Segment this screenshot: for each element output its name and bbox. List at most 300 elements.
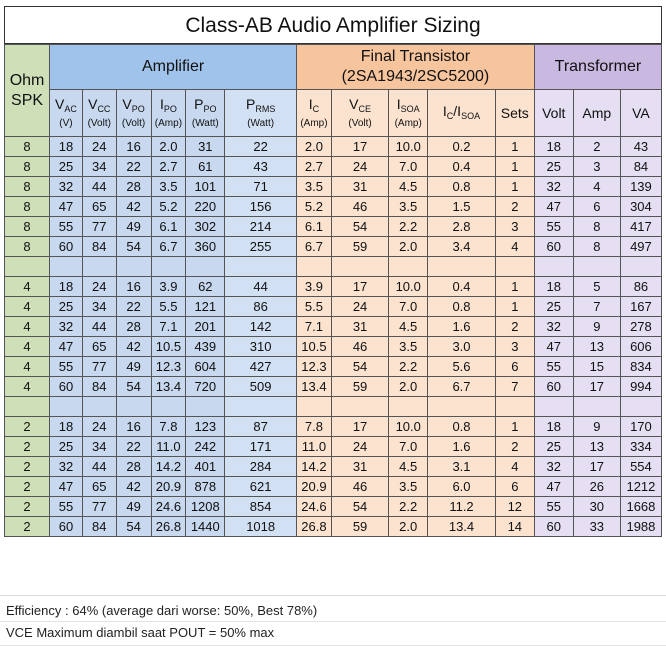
spacer-cell	[82, 397, 116, 417]
table-cell: 55	[50, 497, 83, 517]
table-cell: 14	[495, 517, 534, 537]
table-cell: 12	[495, 497, 534, 517]
table-cell: 4	[5, 337, 50, 357]
table-cell: 44	[82, 317, 116, 337]
table-cell: 14.2	[151, 457, 186, 477]
table-cell: 24	[82, 277, 116, 297]
table-cell: 2.2	[389, 497, 428, 517]
table-cell: 8	[5, 237, 50, 257]
table-cell: 8	[5, 217, 50, 237]
table-cell: 13.4	[297, 377, 332, 397]
table-cell: 25	[534, 437, 573, 457]
table-cell: 101	[186, 177, 225, 197]
table-cell: 44	[82, 177, 116, 197]
table-cell: 44	[82, 457, 116, 477]
column-header-row	[5, 90, 662, 137]
table-cell: 54	[331, 497, 388, 517]
table-cell: 8	[5, 177, 50, 197]
col-volt: Volt	[534, 90, 573, 137]
table-cell: 3.5	[389, 477, 428, 497]
table-cell: 7.1	[297, 317, 332, 337]
table-cell: 32	[50, 177, 83, 197]
table-cell: 0.4	[428, 157, 496, 177]
ohm-spk-header	[5, 45, 50, 137]
table-cell: 47	[50, 477, 83, 497]
spacer-row	[5, 257, 662, 277]
table-cell: 22	[225, 137, 297, 157]
table-cell: 47	[50, 337, 83, 357]
table-cell: 10.0	[389, 277, 428, 297]
transistor-part-label: (2SA1943/2SC5200)	[341, 68, 490, 85]
spacer-cell	[331, 257, 388, 277]
table-cell: 284	[225, 457, 297, 477]
table-cell: 8	[5, 137, 50, 157]
table-cell: 1.6	[428, 437, 496, 457]
table-cell: 1	[495, 137, 534, 157]
col-ipo: $I_{PO}$ (Amp)	[151, 90, 186, 137]
table-cell: 18	[50, 417, 83, 437]
table-cell: 32	[50, 317, 83, 337]
table-cell: 11.2	[428, 497, 496, 517]
table-cell: 3.5	[389, 337, 428, 357]
group-header-row	[5, 45, 662, 90]
table-cell: 26	[573, 477, 620, 497]
table-cell: 7.8	[151, 417, 186, 437]
table-cell: 7.8	[297, 417, 332, 437]
spacer-cell	[50, 397, 83, 417]
notes	[6, 600, 317, 644]
spacer-cell	[331, 397, 388, 417]
table-cell: 6	[495, 477, 534, 497]
table-cell: 77	[82, 497, 116, 517]
table-cell: 4.5	[389, 317, 428, 337]
table-cell: 5	[573, 277, 620, 297]
table-cell: 17	[331, 277, 388, 297]
table-cell: 11.0	[297, 437, 332, 457]
table-cell: 170	[620, 417, 661, 437]
table-cell: 18	[50, 137, 83, 157]
table-cell: 1212	[620, 477, 661, 497]
table-cell: 86	[225, 297, 297, 317]
table-cell: 304	[620, 197, 661, 217]
table-cell: 6	[573, 197, 620, 217]
col-ic-isoa-ratio: $I_C/I_{SOA}$	[428, 90, 496, 137]
table-cell: 17	[331, 417, 388, 437]
table-cell: 5.2	[297, 197, 332, 217]
table-cell: 3.5	[151, 177, 186, 197]
table-cell: 20.9	[297, 477, 332, 497]
table-cell: 18	[534, 417, 573, 437]
table-cell: 2.7	[151, 157, 186, 177]
table-cell: 26.8	[151, 517, 186, 537]
table-cell: 121	[186, 297, 225, 317]
table-cell: 3.9	[297, 277, 332, 297]
table-cell: 15	[573, 357, 620, 377]
table-cell: 47	[534, 477, 573, 497]
vce-note: VCE Maximum diambil saat POUT = 50% max	[6, 625, 275, 640]
table-cell: 31	[331, 457, 388, 477]
table-cell: 34	[82, 437, 116, 457]
table-cell: 6	[495, 357, 534, 377]
table-row	[5, 297, 662, 317]
table-cell: 7.0	[389, 157, 428, 177]
table-cell: 11.0	[151, 437, 186, 457]
col-amp: Amp	[573, 90, 620, 137]
table-cell: 25	[534, 297, 573, 317]
efficiency-note: Efficiency : 64% (average dari worse: 50%, Best 78%)	[6, 603, 318, 618]
table-cell: 28	[116, 317, 151, 337]
table-cell: 334	[620, 437, 661, 457]
spacer-cell	[116, 257, 151, 277]
table-cell: 60	[50, 377, 83, 397]
table-cell: 139	[620, 177, 661, 197]
spacer-cell	[225, 397, 297, 417]
table-cell: 156	[225, 197, 297, 217]
table-cell: 2.2	[389, 357, 428, 377]
table-cell: 49	[116, 497, 151, 517]
table-cell: 17	[573, 457, 620, 477]
table-cell: 47	[534, 197, 573, 217]
table-cell: 60	[534, 517, 573, 537]
table-cell: 18	[50, 277, 83, 297]
table-cell: 22	[116, 437, 151, 457]
table-cell: 8	[5, 197, 50, 217]
table-row	[5, 317, 662, 337]
table-cell: 2.0	[389, 377, 428, 397]
table-cell: 417	[620, 217, 661, 237]
table-cell: 31	[331, 177, 388, 197]
table-cell: 302	[186, 217, 225, 237]
table-cell: 4	[573, 177, 620, 197]
spacer-cell	[573, 397, 620, 417]
table-cell: 25	[534, 157, 573, 177]
table-cell: 6.1	[297, 217, 332, 237]
table-cell: 0.4	[428, 277, 496, 297]
table-cell: 6.7	[428, 377, 496, 397]
table-cell: 43	[225, 157, 297, 177]
table-cell: 84	[82, 237, 116, 257]
table-cell: 401	[186, 457, 225, 477]
amplifier-group-header: Amplifier	[50, 45, 297, 90]
table-row	[5, 217, 662, 237]
table-cell: 49	[116, 217, 151, 237]
table-cell: 31	[186, 137, 225, 157]
spacer-cell	[428, 397, 496, 417]
table-cell: 3	[495, 217, 534, 237]
table-cell: 46	[331, 337, 388, 357]
table-cell: 49	[116, 357, 151, 377]
table-cell: 4	[495, 237, 534, 257]
table-cell: 1668	[620, 497, 661, 517]
spacer-cell	[389, 257, 428, 277]
spacer-cell	[186, 397, 225, 417]
col-vpo: $V_{PO}$ (Volt)	[116, 90, 151, 137]
table-cell: 0.8	[428, 177, 496, 197]
table-cell: 43	[620, 137, 661, 157]
table-cell: 10.5	[151, 337, 186, 357]
col-vce: $V_{CE}$ (Volt)	[331, 90, 388, 137]
table-row	[5, 357, 662, 377]
spacer-cell	[495, 257, 534, 277]
table-cell: 13.4	[428, 517, 496, 537]
table-cell: 3.1	[428, 457, 496, 477]
table-cell: 54	[116, 517, 151, 537]
table-cell: 9	[573, 317, 620, 337]
table-row	[5, 517, 662, 537]
table-cell: 7	[495, 377, 534, 397]
table-cell: 1988	[620, 517, 661, 537]
table-cell: 8	[573, 237, 620, 257]
table-cell: 17	[573, 377, 620, 397]
table-cell: 5.2	[151, 197, 186, 217]
table-row	[5, 177, 662, 197]
table-cell: 5.6	[428, 357, 496, 377]
col-sets: Sets	[495, 90, 534, 137]
table-cell: 1208	[186, 497, 225, 517]
table-cell: 30	[573, 497, 620, 517]
table-cell: 4	[5, 357, 50, 377]
table-cell: 171	[225, 437, 297, 457]
table-cell: 0.2	[428, 137, 496, 157]
table-cell: 55	[534, 357, 573, 377]
table-cell: 42	[116, 477, 151, 497]
table-cell: 44	[225, 277, 297, 297]
table-cell: 6.1	[151, 217, 186, 237]
table-cell: 54	[116, 377, 151, 397]
table-cell: 61	[186, 157, 225, 177]
table-cell: 47	[50, 197, 83, 217]
table-cell: 33	[573, 517, 620, 537]
final-transistor-label: Final Transistor	[360, 48, 471, 65]
table-cell: 25	[50, 297, 83, 317]
table-cell: 4	[5, 317, 50, 337]
table-cell: 604	[186, 357, 225, 377]
table-cell: 7	[573, 297, 620, 317]
table-row	[5, 337, 662, 357]
table-row	[5, 137, 662, 157]
spacer-cell	[50, 257, 83, 277]
table-cell: 4	[5, 297, 50, 317]
table-cell: 4.5	[389, 177, 428, 197]
table-cell: 220	[186, 197, 225, 217]
final-transistor-group-header	[297, 45, 535, 90]
table-cell: 427	[225, 357, 297, 377]
table-cell: 3.4	[428, 237, 496, 257]
table-cell: 25	[50, 437, 83, 457]
table-cell: 2.0	[389, 517, 428, 537]
table-cell: 214	[225, 217, 297, 237]
table-cell: 55	[534, 217, 573, 237]
table-cell: 34	[82, 297, 116, 317]
table-cell: 7.0	[389, 437, 428, 457]
table-cell: 10.5	[297, 337, 332, 357]
table-cell: 2	[495, 197, 534, 217]
col-ppo: $P_{PO}$ (Watt)	[186, 90, 225, 137]
table-cell: 24.6	[151, 497, 186, 517]
table-row	[5, 277, 662, 297]
table-cell: 28	[116, 457, 151, 477]
col-vcc: $V_{CC}$ (Volt)	[82, 90, 116, 137]
table-row	[5, 237, 662, 257]
divider	[0, 595, 666, 596]
table-cell: 8	[573, 217, 620, 237]
spacer-cell	[495, 397, 534, 417]
divider	[0, 645, 666, 646]
spacer-cell	[620, 397, 661, 417]
table-cell: 55	[50, 217, 83, 237]
table-cell: 42	[116, 197, 151, 217]
table-cell: 16	[116, 137, 151, 157]
table-cell: 24	[82, 137, 116, 157]
table-cell: 47	[534, 337, 573, 357]
table-cell: 34	[82, 157, 116, 177]
table-cell: 32	[534, 457, 573, 477]
table-cell: 497	[620, 237, 661, 257]
table-cell: 13.4	[151, 377, 186, 397]
table-cell: 65	[82, 477, 116, 497]
table-cell: 2.0	[389, 237, 428, 257]
table-cell: 4	[5, 277, 50, 297]
spk-label: SPK	[11, 91, 44, 109]
table-cell: 1440	[186, 517, 225, 537]
table-cell: 1.6	[428, 317, 496, 337]
table-cell: 2	[5, 477, 50, 497]
table-cell: 8	[5, 157, 50, 177]
table-cell: 10.0	[389, 137, 428, 157]
table-cell: 3.9	[151, 277, 186, 297]
table-cell: 2	[573, 137, 620, 157]
spacer-cell	[573, 257, 620, 277]
table-cell: 142	[225, 317, 297, 337]
table-cell: 167	[620, 297, 661, 317]
table-cell: 834	[620, 357, 661, 377]
spacer-cell	[620, 257, 661, 277]
col-prms: $P_{RMS}$ (Watt)	[225, 90, 297, 137]
table-cell: 25	[50, 157, 83, 177]
table-cell: 55	[534, 497, 573, 517]
table-cell: 4	[5, 377, 50, 397]
table-cell: 4.5	[389, 457, 428, 477]
spacer-cell	[82, 257, 116, 277]
table-cell: 3.0	[428, 337, 496, 357]
table-cell: 18	[534, 137, 573, 157]
table-row	[5, 497, 662, 517]
table-cell: 32	[534, 177, 573, 197]
table-cell: 3.5	[297, 177, 332, 197]
table-cell: 6.0	[428, 477, 496, 497]
table-cell: 360	[186, 237, 225, 257]
table-cell: 6.7	[151, 237, 186, 257]
table-cell: 2	[5, 517, 50, 537]
table-cell: 46	[331, 197, 388, 217]
spacer-cell	[534, 257, 573, 277]
table-cell: 86	[620, 277, 661, 297]
table-cell: 2	[5, 497, 50, 517]
table-cell: 0.8	[428, 297, 496, 317]
table-cell: 6.7	[297, 237, 332, 257]
table-cell: 2.2	[389, 217, 428, 237]
table-cell: 24	[331, 437, 388, 457]
table-cell: 77	[82, 217, 116, 237]
spacer-cell	[534, 397, 573, 417]
table-cell: 14.2	[297, 457, 332, 477]
table-cell: 994	[620, 377, 661, 397]
sizing-sheet	[4, 6, 662, 537]
table-cell: 3	[495, 337, 534, 357]
table-cell: 2	[5, 457, 50, 477]
spacer-cell	[116, 397, 151, 417]
table-cell: 42	[116, 337, 151, 357]
col-va: VA	[620, 90, 661, 137]
table-cell: 1	[495, 177, 534, 197]
table-cell: 60	[50, 237, 83, 257]
table-cell: 242	[186, 437, 225, 457]
table-cell: 22	[116, 297, 151, 317]
table-cell: 87	[225, 417, 297, 437]
spacer-cell	[297, 397, 332, 417]
table-row	[5, 417, 662, 437]
table-cell: 1	[495, 417, 534, 437]
table-cell: 310	[225, 337, 297, 357]
table-cell: 24	[331, 297, 388, 317]
table-cell: 13	[573, 337, 620, 357]
ohm-label: Ohm	[9, 71, 45, 89]
table-body	[5, 137, 662, 537]
table-cell: 24	[82, 417, 116, 437]
table-cell: 77	[82, 357, 116, 377]
spacer-row	[5, 397, 662, 417]
sheet-title: Class-AB Audio Amplifier Sizing	[4, 6, 662, 44]
col-vac: $V_{AC}$ (V)	[50, 90, 83, 137]
table-cell: 12.3	[151, 357, 186, 377]
col-ic: $I_C$ (Amp)	[297, 90, 332, 137]
table-cell: 31	[331, 317, 388, 337]
table-cell: 606	[620, 337, 661, 357]
table-cell: 32	[534, 317, 573, 337]
table-cell: 84	[82, 517, 116, 537]
table-cell: 28	[116, 177, 151, 197]
table-cell: 16	[116, 277, 151, 297]
spacer-cell	[151, 397, 186, 417]
table-cell: 46	[331, 477, 388, 497]
table-row	[5, 157, 662, 177]
table-cell: 278	[620, 317, 661, 337]
table-cell: 2	[5, 437, 50, 457]
table-cell: 32	[50, 457, 83, 477]
table-row	[5, 377, 662, 397]
table-cell: 26.8	[297, 517, 332, 537]
spacer-cell	[389, 397, 428, 417]
table-cell: 84	[82, 377, 116, 397]
table-cell: 1	[495, 297, 534, 317]
table-cell: 123	[186, 417, 225, 437]
spacer-cell	[186, 257, 225, 277]
table-cell: 59	[331, 377, 388, 397]
table-row	[5, 437, 662, 457]
col-isoa: $I_{SOA}$ (Amp)	[389, 90, 428, 137]
table-cell: 84	[620, 157, 661, 177]
table-row	[5, 477, 662, 497]
spacer-cell	[297, 257, 332, 277]
table-cell: 59	[331, 517, 388, 537]
table-cell: 1	[495, 277, 534, 297]
table-cell: 854	[225, 497, 297, 517]
table-cell: 439	[186, 337, 225, 357]
table-cell: 2.0	[151, 137, 186, 157]
table-cell: 2	[495, 437, 534, 457]
table-cell: 1.5	[428, 197, 496, 217]
table-cell: 24	[331, 157, 388, 177]
